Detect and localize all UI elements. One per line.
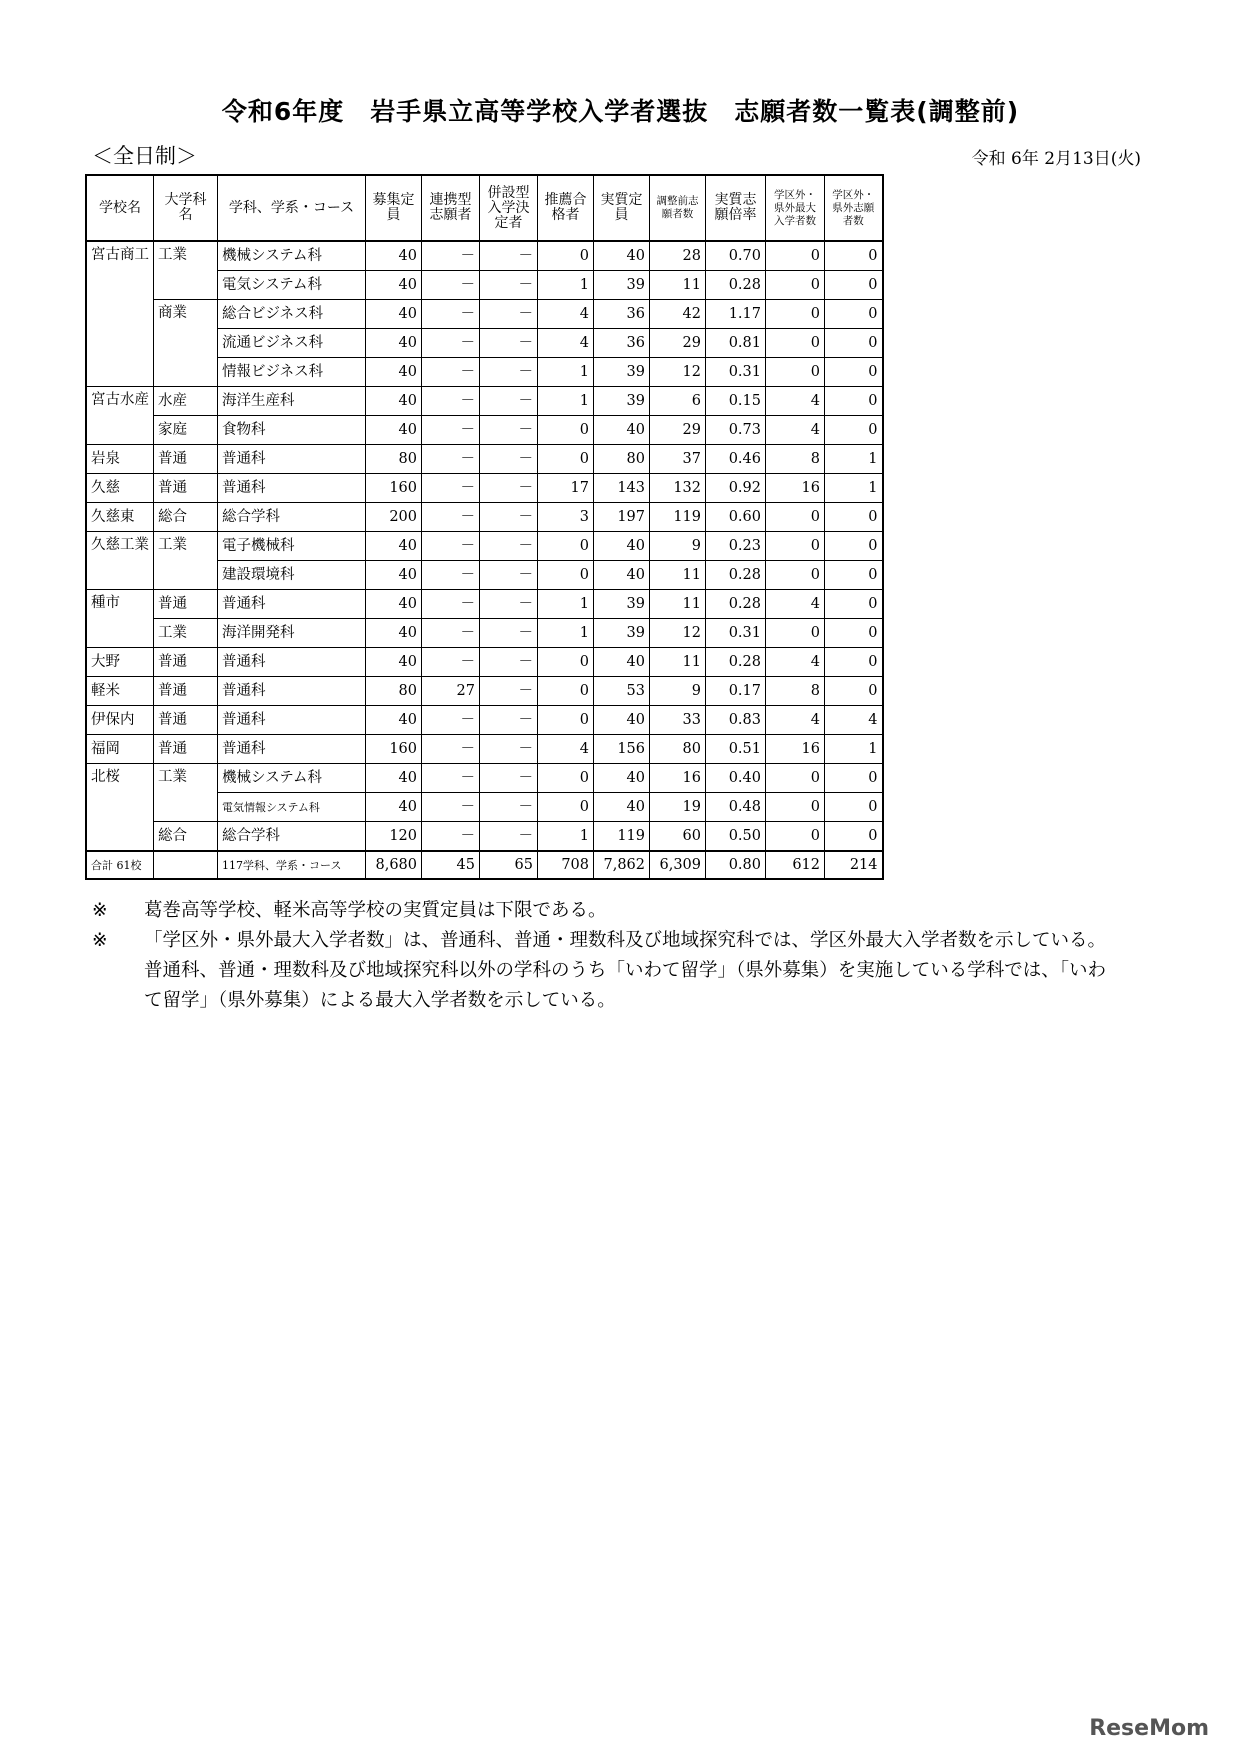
course-cell: 総合学科	[218, 503, 366, 532]
value-cell: 12	[650, 358, 706, 387]
value-cell: －	[480, 648, 538, 677]
table-row	[86, 648, 883, 677]
value-cell: 200	[366, 503, 422, 532]
value-cell: 40	[366, 358, 422, 387]
footnote	[92, 896, 1112, 926]
value-cell: 0	[766, 271, 825, 300]
value-cell: 0	[825, 677, 883, 706]
course-cell: 情報ビジネス科	[218, 358, 366, 387]
value-cell: 40	[366, 648, 422, 677]
value-cell: 40	[366, 329, 422, 358]
course-cell: 総合ビジネス科	[218, 300, 366, 329]
value-cell: －	[422, 445, 480, 474]
table-row	[86, 590, 883, 619]
school-name-cell: 福岡	[86, 735, 154, 764]
value-cell: 0	[766, 822, 825, 852]
value-cell: 0	[825, 793, 883, 822]
value-cell: －	[422, 532, 480, 561]
value-cell: 40	[594, 706, 650, 735]
total-course-cell: 117学科、学系・コース	[218, 851, 366, 879]
value-cell: 39	[594, 619, 650, 648]
value-cell: 0	[538, 677, 594, 706]
value-cell: 0	[825, 387, 883, 416]
value-cell: －	[480, 793, 538, 822]
value-cell: －	[480, 561, 538, 590]
course-cell: 流通ビジネス科	[218, 329, 366, 358]
school-name-cell: 軽米	[86, 677, 154, 706]
value-cell: 0.17	[706, 677, 766, 706]
footnote-text: 「学区外・県外最大入学者数」は、普通科、普通・理数科及び地域探究科では、学区外最大入学者数を示している。普通科、普通・理数科及び地域探究科以外の学科のうち「いわて留学」（県外募集）を実施している学科では、「いわて留学」（県外募集）による最大入学者数を示している。	[144, 930, 1107, 1011]
total-row	[86, 851, 883, 879]
value-cell: 40	[366, 271, 422, 300]
value-cell: －	[480, 358, 538, 387]
column-header: 募集定員	[366, 175, 422, 241]
value-cell: 0	[766, 503, 825, 532]
value-cell: 0	[825, 532, 883, 561]
value-cell: 0	[825, 764, 883, 793]
value-cell: 0	[825, 358, 883, 387]
value-cell: 0.51	[706, 735, 766, 764]
value-cell: 9	[650, 677, 706, 706]
value-cell: 0	[825, 503, 883, 532]
value-cell: 40	[594, 764, 650, 793]
value-cell: 12	[650, 619, 706, 648]
table-row	[86, 300, 883, 329]
course-cell: 普通科	[218, 706, 366, 735]
value-cell: －	[422, 706, 480, 735]
department-cell: 総合	[154, 503, 218, 532]
value-cell: 16	[766, 474, 825, 503]
value-cell: 80	[594, 445, 650, 474]
column-header: 学科、学系・コース	[218, 175, 366, 241]
value-cell: 120	[366, 822, 422, 852]
value-cell: －	[480, 590, 538, 619]
table-header-row	[86, 175, 883, 241]
value-cell: 80	[366, 445, 422, 474]
value-cell: 0.28	[706, 271, 766, 300]
value-cell: 1	[538, 358, 594, 387]
value-cell: 0.83	[706, 706, 766, 735]
value-cell: 0	[766, 532, 825, 561]
value-cell: 1	[538, 619, 594, 648]
value-cell: 1	[538, 590, 594, 619]
value-cell: 11	[650, 271, 706, 300]
value-cell: 4	[766, 590, 825, 619]
value-cell: 29	[650, 329, 706, 358]
total-value-cell: 708	[538, 851, 594, 879]
value-cell: －	[422, 358, 480, 387]
value-cell: 80	[366, 677, 422, 706]
course-cell: 普通科	[218, 735, 366, 764]
value-cell: 119	[650, 503, 706, 532]
table-row	[86, 474, 883, 503]
value-cell: 40	[594, 648, 650, 677]
table-row	[86, 706, 883, 735]
value-cell: 1	[538, 271, 594, 300]
value-cell: 40	[366, 561, 422, 590]
value-cell: 0	[538, 445, 594, 474]
table-row	[86, 416, 883, 445]
value-cell: 8	[766, 445, 825, 474]
value-cell: 11	[650, 561, 706, 590]
course-cell: 建設環境科	[218, 561, 366, 590]
value-cell: 40	[594, 241, 650, 271]
value-cell: －	[422, 590, 480, 619]
value-cell: －	[422, 416, 480, 445]
value-cell: 0.50	[706, 822, 766, 852]
value-cell: －	[422, 561, 480, 590]
value-cell: 36	[594, 300, 650, 329]
value-cell: 17	[538, 474, 594, 503]
total-value-cell: 7,862	[594, 851, 650, 879]
value-cell: 0	[766, 241, 825, 271]
value-cell: 4	[538, 735, 594, 764]
value-cell: －	[480, 300, 538, 329]
course-cell: 普通科	[218, 445, 366, 474]
value-cell: －	[480, 735, 538, 764]
value-cell: 0	[538, 793, 594, 822]
school-name-cell: 久慈工業	[86, 532, 154, 590]
value-cell: 40	[366, 300, 422, 329]
table-row	[86, 764, 883, 793]
value-cell: 19	[650, 793, 706, 822]
value-cell: 27	[422, 677, 480, 706]
value-cell: 0	[766, 358, 825, 387]
value-cell: 0	[766, 329, 825, 358]
value-cell: 0	[825, 822, 883, 852]
value-cell: －	[422, 503, 480, 532]
value-cell: 0	[825, 619, 883, 648]
value-cell: 0	[825, 416, 883, 445]
school-name-cell: 種市	[86, 590, 154, 648]
value-cell: 0	[825, 648, 883, 677]
value-cell: 4	[766, 706, 825, 735]
value-cell: 36	[594, 329, 650, 358]
value-cell: －	[422, 822, 480, 852]
department-cell: 家庭	[154, 416, 218, 445]
resemom-logo: ReseMom	[1089, 1716, 1209, 1741]
school-name-cell: 北桜	[86, 764, 154, 852]
value-cell: 0.28	[706, 561, 766, 590]
school-name-cell: 岩泉	[86, 445, 154, 474]
table-row	[86, 532, 883, 561]
value-cell: 42	[650, 300, 706, 329]
table-row	[86, 387, 883, 416]
value-cell: 0	[538, 648, 594, 677]
value-cell: 1.17	[706, 300, 766, 329]
value-cell: 160	[366, 735, 422, 764]
table-row	[86, 822, 883, 852]
value-cell: 0	[538, 706, 594, 735]
value-cell: 40	[594, 793, 650, 822]
total-value-cell: 612	[766, 851, 825, 879]
course-cell: 普通科	[218, 677, 366, 706]
value-cell: 39	[594, 271, 650, 300]
value-cell: 0	[538, 241, 594, 271]
value-cell: 40	[594, 416, 650, 445]
value-cell: 0.46	[706, 445, 766, 474]
value-cell: 4	[766, 387, 825, 416]
value-cell: －	[422, 241, 480, 271]
value-cell: 39	[594, 590, 650, 619]
table-body	[86, 241, 883, 879]
value-cell: 40	[594, 532, 650, 561]
value-cell: 0	[825, 590, 883, 619]
total-dept-cell	[154, 851, 218, 879]
value-cell: 0	[538, 561, 594, 590]
column-header: 実質定員	[594, 175, 650, 241]
value-cell: 0.40	[706, 764, 766, 793]
table-row	[86, 241, 883, 271]
total-value-cell: 8,680	[366, 851, 422, 879]
value-cell: 0	[766, 561, 825, 590]
value-cell: 40	[366, 793, 422, 822]
course-cell: 普通科	[218, 648, 366, 677]
applicants-table	[85, 174, 884, 880]
value-cell: －	[422, 764, 480, 793]
column-header: 学校名	[86, 175, 154, 241]
value-cell: －	[480, 532, 538, 561]
value-cell: －	[480, 822, 538, 852]
value-cell: 4	[538, 329, 594, 358]
value-cell: 39	[594, 387, 650, 416]
course-cell: 機械システム科	[218, 764, 366, 793]
value-cell: －	[422, 329, 480, 358]
course-cell: 電子機械科	[218, 532, 366, 561]
value-cell: 0.23	[706, 532, 766, 561]
total-value-cell: 6,309	[650, 851, 706, 879]
department-cell: 工業	[154, 241, 218, 300]
value-cell: 143	[594, 474, 650, 503]
value-cell: 40	[366, 416, 422, 445]
column-header: 併設型入学決定者	[480, 175, 538, 241]
value-cell: 11	[650, 590, 706, 619]
value-cell: 0.28	[706, 648, 766, 677]
value-cell: 1	[825, 445, 883, 474]
department-cell: 総合	[154, 822, 218, 852]
department-cell: 普通	[154, 648, 218, 677]
value-cell: －	[480, 677, 538, 706]
value-cell: 0.48	[706, 793, 766, 822]
value-cell: －	[480, 474, 538, 503]
value-cell: 0.28	[706, 590, 766, 619]
total-value-cell: 45	[422, 851, 480, 879]
department-cell: 工業	[154, 532, 218, 590]
value-cell: 132	[650, 474, 706, 503]
value-cell: 29	[650, 416, 706, 445]
value-cell: 40	[366, 532, 422, 561]
value-cell: 16	[650, 764, 706, 793]
value-cell: 1	[538, 387, 594, 416]
column-header: 学区外・県外志願者数	[825, 175, 883, 241]
value-cell: 40	[594, 561, 650, 590]
school-name-cell: 大野	[86, 648, 154, 677]
course-cell: 海洋生産科	[218, 387, 366, 416]
table-row	[86, 677, 883, 706]
value-cell: 4	[825, 706, 883, 735]
school-name-cell: 伊保内	[86, 706, 154, 735]
value-cell: 0.81	[706, 329, 766, 358]
total-value-cell: 214	[825, 851, 883, 879]
table-row	[86, 445, 883, 474]
value-cell: 0	[538, 416, 594, 445]
footnote-text: 葛巻高等学校、軽米高等学校の実質定員は下限である。	[144, 900, 607, 921]
value-cell: 28	[650, 241, 706, 271]
footnote	[92, 926, 1112, 1016]
value-cell: 156	[594, 735, 650, 764]
department-cell: 普通	[154, 706, 218, 735]
value-cell: 3	[538, 503, 594, 532]
value-cell: 0.15	[706, 387, 766, 416]
department-cell: 商業	[154, 300, 218, 387]
value-cell: －	[480, 445, 538, 474]
department-cell: 普通	[154, 735, 218, 764]
course-cell: 電気情報システム科	[218, 793, 366, 822]
value-cell: －	[480, 416, 538, 445]
table-row	[86, 619, 883, 648]
value-cell: 1	[825, 474, 883, 503]
school-name-cell: 久慈東	[86, 503, 154, 532]
value-cell: 160	[366, 474, 422, 503]
total-value-cell: 65	[480, 851, 538, 879]
course-cell: 食物科	[218, 416, 366, 445]
value-cell: 0	[766, 300, 825, 329]
value-cell: －	[422, 735, 480, 764]
footnote-mark: ※	[92, 930, 108, 951]
value-cell: －	[480, 764, 538, 793]
column-header: 調整前志願者数	[650, 175, 706, 241]
value-cell: 40	[366, 590, 422, 619]
value-cell: －	[422, 387, 480, 416]
value-cell: 40	[366, 706, 422, 735]
value-cell: －	[480, 387, 538, 416]
value-cell: 197	[594, 503, 650, 532]
value-cell: 0	[825, 561, 883, 590]
value-cell: －	[422, 474, 480, 503]
value-cell: 0.92	[706, 474, 766, 503]
value-cell: －	[422, 793, 480, 822]
value-cell: 60	[650, 822, 706, 852]
total-label-cell: 合計 61校	[86, 851, 154, 879]
department-cell: 普通	[154, 445, 218, 474]
value-cell: 0	[825, 241, 883, 271]
value-cell: 4	[766, 648, 825, 677]
value-cell: 0	[538, 764, 594, 793]
value-cell: 0.31	[706, 358, 766, 387]
value-cell: －	[480, 619, 538, 648]
total-value-cell: 0.80	[706, 851, 766, 879]
value-cell: 0	[766, 619, 825, 648]
value-cell: 1	[825, 735, 883, 764]
column-header: 実質志願倍率	[706, 175, 766, 241]
value-cell: －	[480, 241, 538, 271]
value-cell: 40	[366, 241, 422, 271]
value-cell: －	[422, 271, 480, 300]
department-cell: 工業	[154, 619, 218, 648]
value-cell: 0	[825, 300, 883, 329]
value-cell: －	[422, 648, 480, 677]
value-cell: 53	[594, 677, 650, 706]
value-cell: 40	[366, 387, 422, 416]
value-cell: 0	[766, 793, 825, 822]
column-header: 大学科名	[154, 175, 218, 241]
value-cell: －	[422, 619, 480, 648]
department-cell: 工業	[154, 764, 218, 822]
value-cell: －	[422, 300, 480, 329]
column-header: 推薦合格者	[538, 175, 594, 241]
page-title: 令和6年度 岩手県立高等学校入学者選抜 志願者数一覧表(調整前)	[221, 97, 1020, 126]
value-cell: 0.73	[706, 416, 766, 445]
value-cell: 1	[538, 822, 594, 852]
value-cell: 40	[366, 764, 422, 793]
value-cell: 37	[650, 445, 706, 474]
value-cell: 0	[825, 329, 883, 358]
value-cell: 4	[766, 416, 825, 445]
value-cell: 8	[766, 677, 825, 706]
value-cell: 0	[825, 271, 883, 300]
column-header: 学区外・県外最大入学者数	[766, 175, 825, 241]
table-row	[86, 503, 883, 532]
column-header: 連携型志願者	[422, 175, 480, 241]
school-name-cell: 宮古水産	[86, 387, 154, 445]
value-cell: 0	[766, 764, 825, 793]
value-cell: 11	[650, 648, 706, 677]
value-cell: 119	[594, 822, 650, 852]
department-cell: 水産	[154, 387, 218, 416]
course-cell: 普通科	[218, 590, 366, 619]
value-cell: 9	[650, 532, 706, 561]
value-cell: 0.60	[706, 503, 766, 532]
course-cell: 機械システム科	[218, 241, 366, 271]
department-cell: 普通	[154, 590, 218, 619]
course-cell: 普通科	[218, 474, 366, 503]
course-cell: 総合学科	[218, 822, 366, 852]
footnote-mark: ※	[92, 900, 108, 921]
table-row	[86, 735, 883, 764]
value-cell: －	[480, 503, 538, 532]
course-cell: 電気システム科	[218, 271, 366, 300]
value-cell: 40	[366, 619, 422, 648]
value-cell: －	[480, 271, 538, 300]
value-cell: 33	[650, 706, 706, 735]
value-cell: －	[480, 706, 538, 735]
value-cell: 0.31	[706, 619, 766, 648]
value-cell: 80	[650, 735, 706, 764]
value-cell: 4	[538, 300, 594, 329]
course-cell: 海洋開発科	[218, 619, 366, 648]
value-cell: 39	[594, 358, 650, 387]
section-label: ＜全日制＞	[92, 144, 197, 168]
value-cell: 6	[650, 387, 706, 416]
department-cell: 普通	[154, 677, 218, 706]
school-name-cell: 久慈	[86, 474, 154, 503]
school-name-cell: 宮古商工	[86, 241, 154, 387]
value-cell: －	[480, 329, 538, 358]
document-date: 令和 6年 2月13日(火)	[971, 149, 1141, 169]
footnotes	[92, 896, 1112, 1016]
department-cell: 普通	[154, 474, 218, 503]
value-cell: 0	[538, 532, 594, 561]
value-cell: 0.70	[706, 241, 766, 271]
value-cell: 16	[766, 735, 825, 764]
